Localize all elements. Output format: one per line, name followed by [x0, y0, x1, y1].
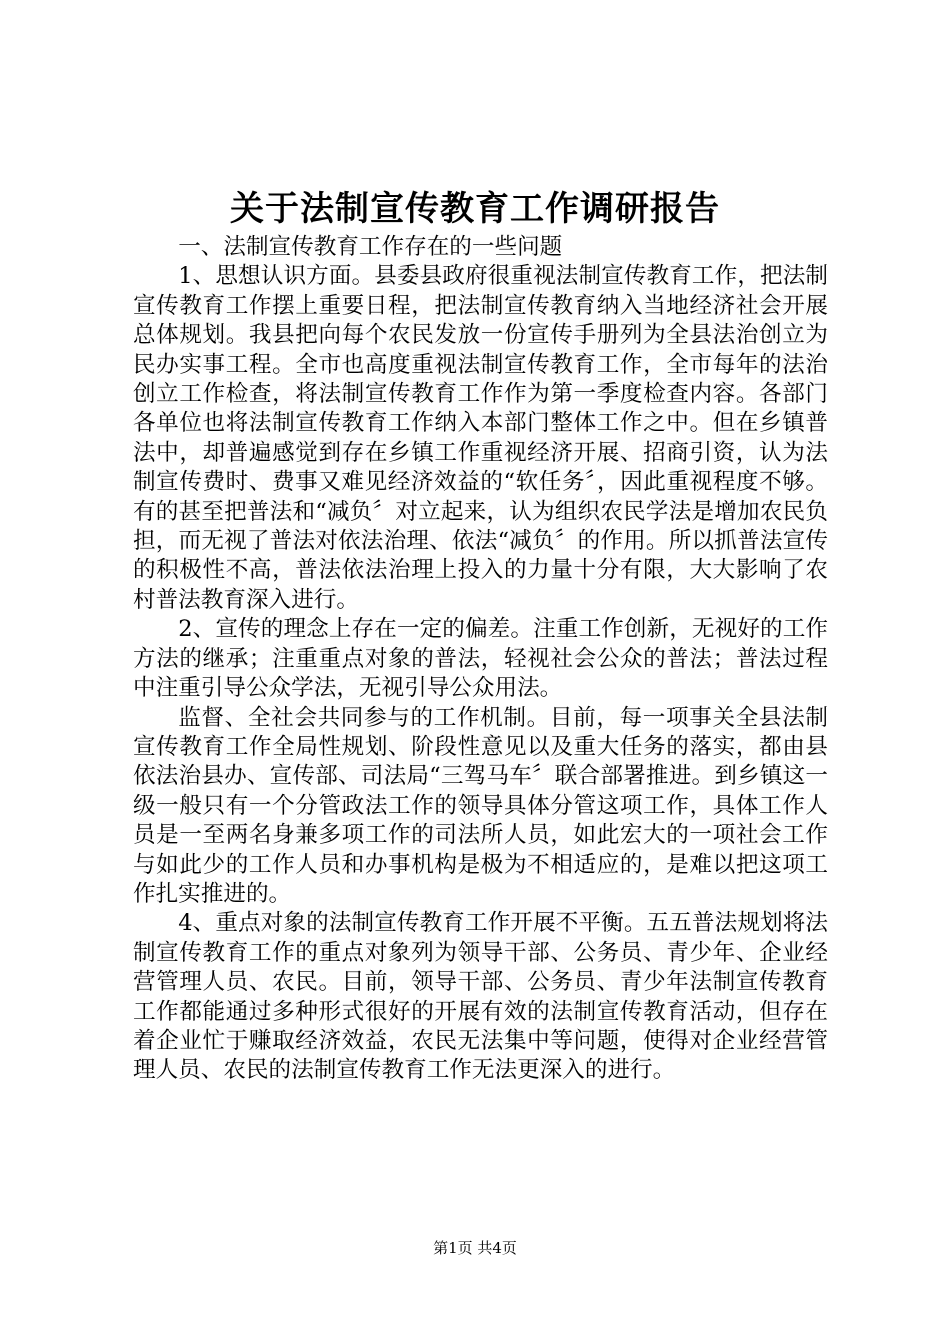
page-footer: 第1页 共4页	[433, 1239, 517, 1257]
paragraph-concept: 2、宣传的理念上存在一定的偏差。注重工作创新，无视好的工作方法的继承；注重重点对象的普法，轻视社会公众的普法；普法过程中注重引导公众学法，无视引导公众用法。	[133, 616, 828, 702]
paragraph-thinking: 1、思想认识方面。县委县政府很重视法制宣传教育工作，把法制宣传教育工作摆上重要日程，把法制宣传教育纳入当地经济社会开展总体规划。我县把向每个农民发放一份宣传手册列为全县法治创立为民办实事工程。全市也高度重视法制宣传教育工作，全市每年的法治创立工作检查，将法制宣传教育工作作为第一季度检查内容。各部门各单位也将法制宣传教育工作纳入本部门整体工作之中。但在乡镇普法中，却普遍感觉到存在乡镇工作重视经济开展、招商引资，认为法制宣传费时、费事又难见经济效益的“软任务〞，因此重视程度不够。有的甚至把普法和“减负〞对立起来，认为组织农民学法是增加农民负担，而无视了普法对依法治理、依法“减负〞的作用。所以抓普法宣传的积极性不高，普法依法治理上投入的力量十分有限，大大影响了农村普法教育深入进行。	[133, 263, 828, 613]
document-title: 关于法制宣传教育工作调研报告	[230, 189, 720, 229]
paragraph-mechanism: 监督、全社会共同参与的工作机制。目前，每一项事关全县法制宣传教育工作全局性规划、阶段性意见以及重大任务的落实，都由县依法治县办、宣传部、司法局“三驾马车〞联合部署推进。到乡镇这一级一般只有一个分管政法工作的领导具体分管这项工作，具体工作人员是一至两名身兼多项工作的司法所人员，如此宏大的一项社会工作与如此少的工作人员和办事机构是极为不相适应的，是难以把这项工作扎实推进的。	[133, 704, 828, 907]
paragraph-key-targets: 4、重点对象的法制宣传教育工作开展不平衡。五五普法规划将法制宣传教育工作的重点对象列为领导干部、公务员、青少年、企业经营管理人员、农民。目前，领导干部、公务员、青少年法制宣传教育工作都能通过多种形式很好的开展有效的法制宣传教育活动，但存在着企业忙于赚取经济效益，农民无法集中等问题，使得对企业经营管理人员、农民的法制宣传教育工作无法更深入的进行。	[133, 910, 828, 1084]
section-heading: 一、法制宣传教育工作存在的一些问题	[178, 234, 563, 260]
document-body	[133, 233, 828, 1086]
